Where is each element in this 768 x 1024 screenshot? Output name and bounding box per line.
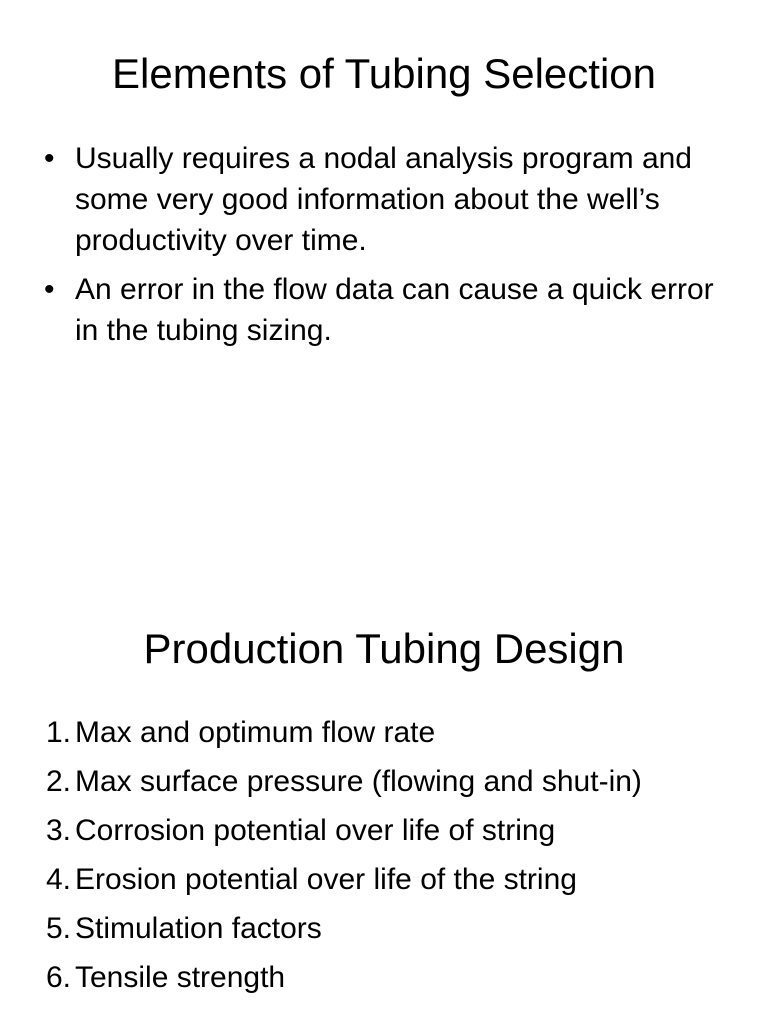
item-number: 1. [46, 716, 72, 749]
item-text: Stimulation factors [75, 912, 322, 945]
numbered-item [0, 810, 768, 851]
numbered-item [0, 859, 768, 900]
numbered-item [0, 761, 768, 802]
bullet-item [0, 269, 768, 351]
bullet-text: Usually requires a nodal analysis program and some very good information about the well’s productivity over time. [75, 142, 692, 257]
numbered-list [0, 712, 768, 1006]
bullet-text: An error in the flow data can cause a quick error in the tubing sizing. [75, 273, 714, 347]
item-number: 5. [46, 912, 72, 945]
item-number: 3. [46, 814, 72, 847]
numbered-item [0, 712, 768, 753]
bullet-icon: • [44, 273, 55, 306]
item-text: Erosion potential over life of the string [75, 863, 577, 896]
numbered-item [0, 957, 768, 998]
bullet-item [0, 138, 768, 261]
bullet-list [0, 138, 768, 359]
item-number: 4. [46, 863, 72, 896]
numbered-item [0, 908, 768, 949]
item-number: 2. [46, 765, 72, 798]
item-number: 6. [46, 961, 72, 994]
item-text: Corrosion potential over life of string [75, 814, 556, 847]
bullet-icon: • [44, 142, 55, 175]
item-text: Max and optimum flow rate [75, 716, 436, 749]
item-text: Max surface pressure (flowing and shut-in) [75, 765, 642, 798]
slide-production-tubing-design [0, 600, 768, 1024]
slide-title: Elements of Tubing Selection [112, 50, 656, 97]
item-text: Tensile strength [75, 961, 286, 994]
slide-title: Production Tubing Design [143, 625, 625, 672]
